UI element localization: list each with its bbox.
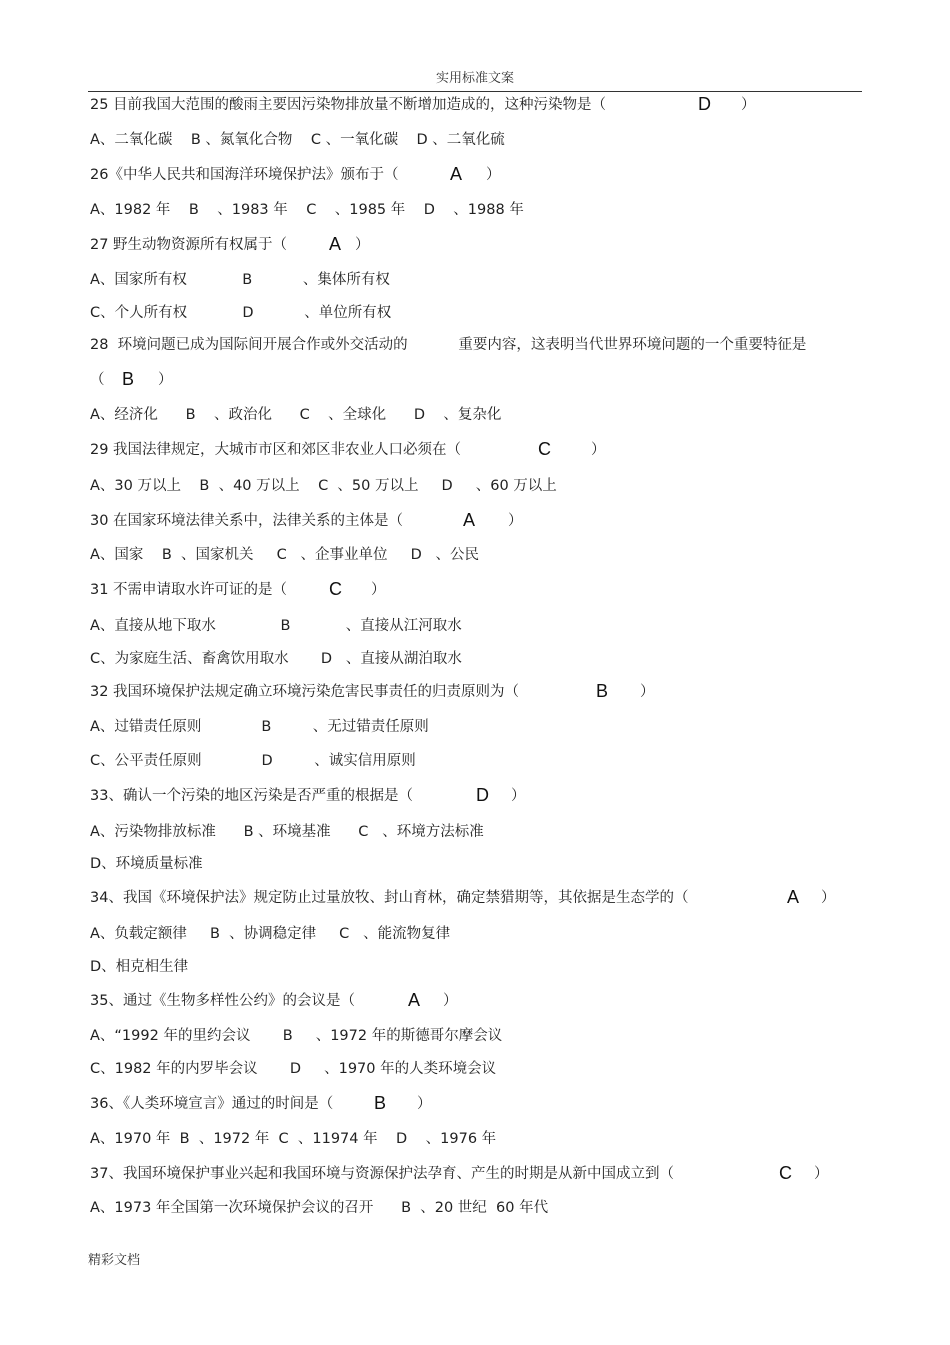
text-line: 36、《人类环境宣言》通过的时间是（ bbox=[90, 1096, 334, 1112]
text-line: 31 不需申请取水许可证的是（ bbox=[90, 582, 288, 598]
closing-parenthesis: ） bbox=[591, 442, 606, 458]
answer-letter: D bbox=[476, 785, 489, 805]
text-line: A、过错责任原则 B 、无过错责任原则 bbox=[90, 719, 429, 735]
answer-letter: A bbox=[450, 164, 463, 184]
text-line: D、相克相生律 bbox=[90, 959, 189, 975]
answer-letter: B bbox=[122, 369, 135, 389]
text-line: （ bbox=[90, 372, 105, 388]
text-line: 30 在国家环境法律关系中，法律关系的主体是（ bbox=[90, 513, 404, 529]
text-line: C、1982 年的内罗毕会议 D 、1970 年的人类环境会议 bbox=[90, 1061, 497, 1077]
closing-parenthesis: ） bbox=[508, 513, 523, 529]
text-line: 29 我国法律规定，大城市市区和郊区非农业人口必须在（ bbox=[90, 442, 462, 458]
closing-parenthesis: ） bbox=[417, 1096, 432, 1112]
header-rule bbox=[88, 91, 862, 92]
page-header: 实用标准文案 bbox=[435, 71, 514, 86]
text-line: 34、我国《环境保护法》规定防止过量放牧、封山育林，确定禁猎期等，其依据是生态学的（ bbox=[90, 890, 689, 906]
text-line: C、个人所有权 D 、单位所有权 bbox=[90, 305, 392, 321]
text-line: A、负载定额律 B 、协调稳定律 C 、能流物复律 bbox=[90, 926, 451, 942]
text-line: A、1970 年 B 、1972 年 C 、11974 年 D 、1976 年 bbox=[90, 1131, 497, 1147]
text-line: 33、确认一个污染的地区污染是否严重的根据是（ bbox=[90, 788, 413, 804]
answer-letter: C bbox=[538, 439, 551, 459]
text-line: 25 目前我国大范围的酸雨主要因污染物排放量不断增加造成的，这种污染物是（ bbox=[90, 97, 607, 113]
closing-parenthesis: ） bbox=[821, 890, 836, 906]
answer-letter: A bbox=[787, 887, 800, 907]
text-line: 35、通过《生物多样性公约》的会议是（ bbox=[90, 993, 355, 1009]
text-line: A、污染物排放标准 B 、环境基准 C 、环境方法标准 bbox=[90, 824, 484, 840]
closing-parenthesis: ） bbox=[640, 684, 655, 700]
closing-parenthesis: ） bbox=[355, 237, 370, 253]
closing-parenthesis: ） bbox=[741, 97, 756, 113]
answer-letter: B bbox=[596, 681, 609, 701]
text-line: D、环境质量标准 bbox=[90, 856, 203, 872]
text-line: 28 环境问题已成为国际间开展合作或外交活动的 重要内容，这表明当代世界环境问题的一个重要特征是 bbox=[90, 337, 807, 353]
answer-letter: A bbox=[463, 510, 476, 530]
closing-parenthesis: ） bbox=[814, 1166, 829, 1182]
text-line: A、30 万以上 B 、40 万以上 C 、50 万以上 D 、60 万以上 bbox=[90, 478, 557, 494]
answer-letter: B bbox=[374, 1093, 387, 1113]
text-line: A、国家 B 、国家机关 C 、企事业单位 D 、公民 bbox=[90, 547, 480, 563]
text-line: 37、我国环境保护事业兴起和我国环境与资源保护法孕育、产生的时期是从新中国成立到（ bbox=[90, 1166, 674, 1182]
text-line: A、“1992 年的里约会议 B 、1972 年的斯德哥尔摩会议 bbox=[90, 1028, 503, 1044]
answer-letter: C bbox=[329, 579, 342, 599]
text-line: A、直接从地下取水 B 、直接从江河取水 bbox=[90, 618, 462, 634]
closing-parenthesis: ） bbox=[158, 372, 173, 388]
text-line: C、公平责任原则 D 、诚实信用原则 bbox=[90, 753, 416, 769]
text-line: A、国家所有权 B 、集体所有权 bbox=[90, 272, 390, 288]
page-footer: 精彩文档 bbox=[88, 1253, 141, 1268]
text-line: 32 我国环境保护法规定确立环境污染危害民事责任的归责原则为（ bbox=[90, 684, 520, 700]
text-line: 26《中华人民共和国海洋环境保护法》颁布于（ bbox=[90, 167, 399, 183]
closing-parenthesis: ） bbox=[511, 788, 526, 804]
closing-parenthesis: ） bbox=[486, 167, 501, 183]
closing-parenthesis: ） bbox=[443, 993, 458, 1009]
closing-parenthesis: ） bbox=[371, 582, 386, 598]
text-line: A、1973 年全国第一次环境保护会议的召开 B 、20 世纪 60 年代 bbox=[90, 1200, 549, 1216]
answer-letter: A bbox=[408, 990, 421, 1010]
text-line: A、1982 年 B 、1983 年 C 、1985 年 D 、1988 年 bbox=[90, 202, 524, 218]
answer-letter: A bbox=[329, 234, 342, 254]
answer-letter: C bbox=[779, 1163, 792, 1183]
text-line: A、二氧化碳 B 、氮氧化合物 C 、一氧化碳 D 、二氧化硫 bbox=[90, 132, 505, 148]
answer-letter: D bbox=[698, 94, 711, 114]
text-line: C、为家庭生活、畜禽饮用取水 D 、直接从湖泊取水 bbox=[90, 651, 462, 667]
text-line: A、经济化 B 、政治化 C 、全球化 D 、复杂化 bbox=[90, 407, 502, 423]
text-line: 27 野生动物资源所有权属于（ bbox=[90, 237, 288, 253]
